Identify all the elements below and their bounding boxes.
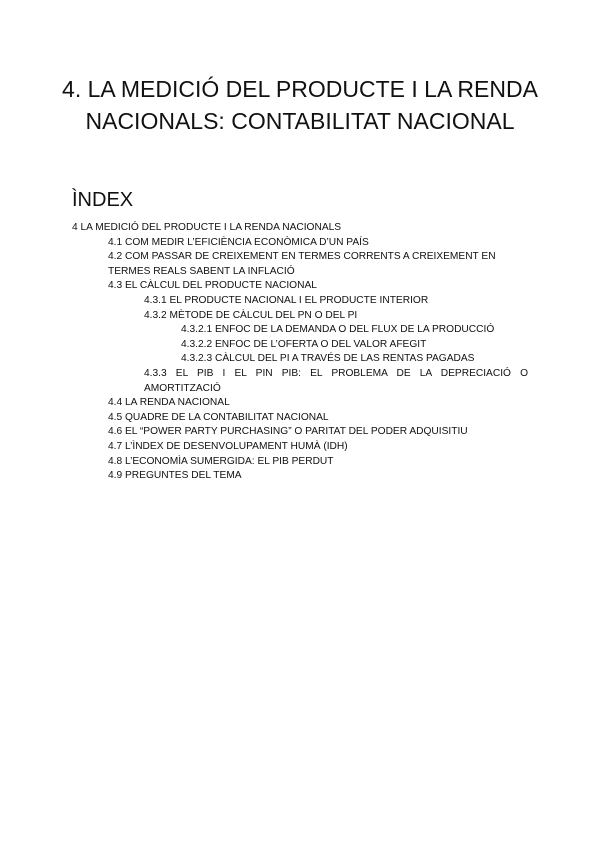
toc-item: 4.3.2.2 ENFOC DE L’OFERTA O DEL VALOR AFEGIT: [181, 338, 427, 350]
toc-item: 4.3.3 EL PIB I EL PIN PIB: EL PROBLEMA DE LA DEPRECIACIÓ O AMORTITZACIÓ: [144, 367, 528, 394]
toc-item: 4.5 QUADRE DE LA CONTABILITAT NACIONAL: [108, 411, 329, 423]
toc-item: 4.3 EL CÀLCUL DEL PRODUCTE NACIONAL: [108, 280, 317, 292]
toc-item: 4.3.2.3 CÀLCUL DEL PI A TRAVÉS DE LAS RENTAS PAGADAS: [181, 353, 475, 365]
toc-item: 4.3.2 MÈTODE DE CÀLCUL DEL PN O DEL PI: [144, 309, 358, 321]
toc-item: 4.6 EL “POWER PARTY PURCHASING” O PARITAT DEL PODER ADQUISITIU: [108, 426, 468, 438]
toc-item: 4.2 COM PASSAR DE CREIXEMENT EN TERMES CORRENTS A CREIXEMENT EN TERMES REALS SABENT LA INFLACIÓ: [108, 251, 496, 277]
toc-item: 4.7 L’ÌNDEX DE DESENVOLUPAMENT HUMÀ (IDH): [108, 440, 348, 452]
toc-item: 4.3.2.1 ENFOC DE LA DEMANDA O DEL FLUX DE LA PRODUCCIÓ: [181, 324, 495, 336]
toc-item: 4.3.1 EL PRODUCTE NACIONAL I EL PRODUCTE INTERIOR: [144, 294, 429, 306]
toc-item: 4.9 PREGUNTES DEL TEMA: [108, 470, 242, 482]
toc-item: 4.1 COM MEDIR L’EFICIÈNCIA ECONÒMICA D’UN PAÍS: [108, 236, 369, 248]
table-of-contents: [72, 221, 532, 484]
index-heading: ÌNDEX: [72, 189, 134, 211]
toc-item: 4 LA MEDICIÓ DEL PRODUCTE I LA RENDA NACIONALS: [72, 222, 342, 233]
toc-item: 4.4 LA RENDA NACIONAL: [108, 397, 230, 409]
document-title: 4. LA MEDICIÓ DEL PRODUCTE I LA RENDA NACIONALS: CONTABILITAT NACIONAL: [62, 76, 538, 134]
toc-item: 4.8 L’ECONOMÌA SUMERGIDA: EL PIB PERDUT: [108, 455, 334, 467]
